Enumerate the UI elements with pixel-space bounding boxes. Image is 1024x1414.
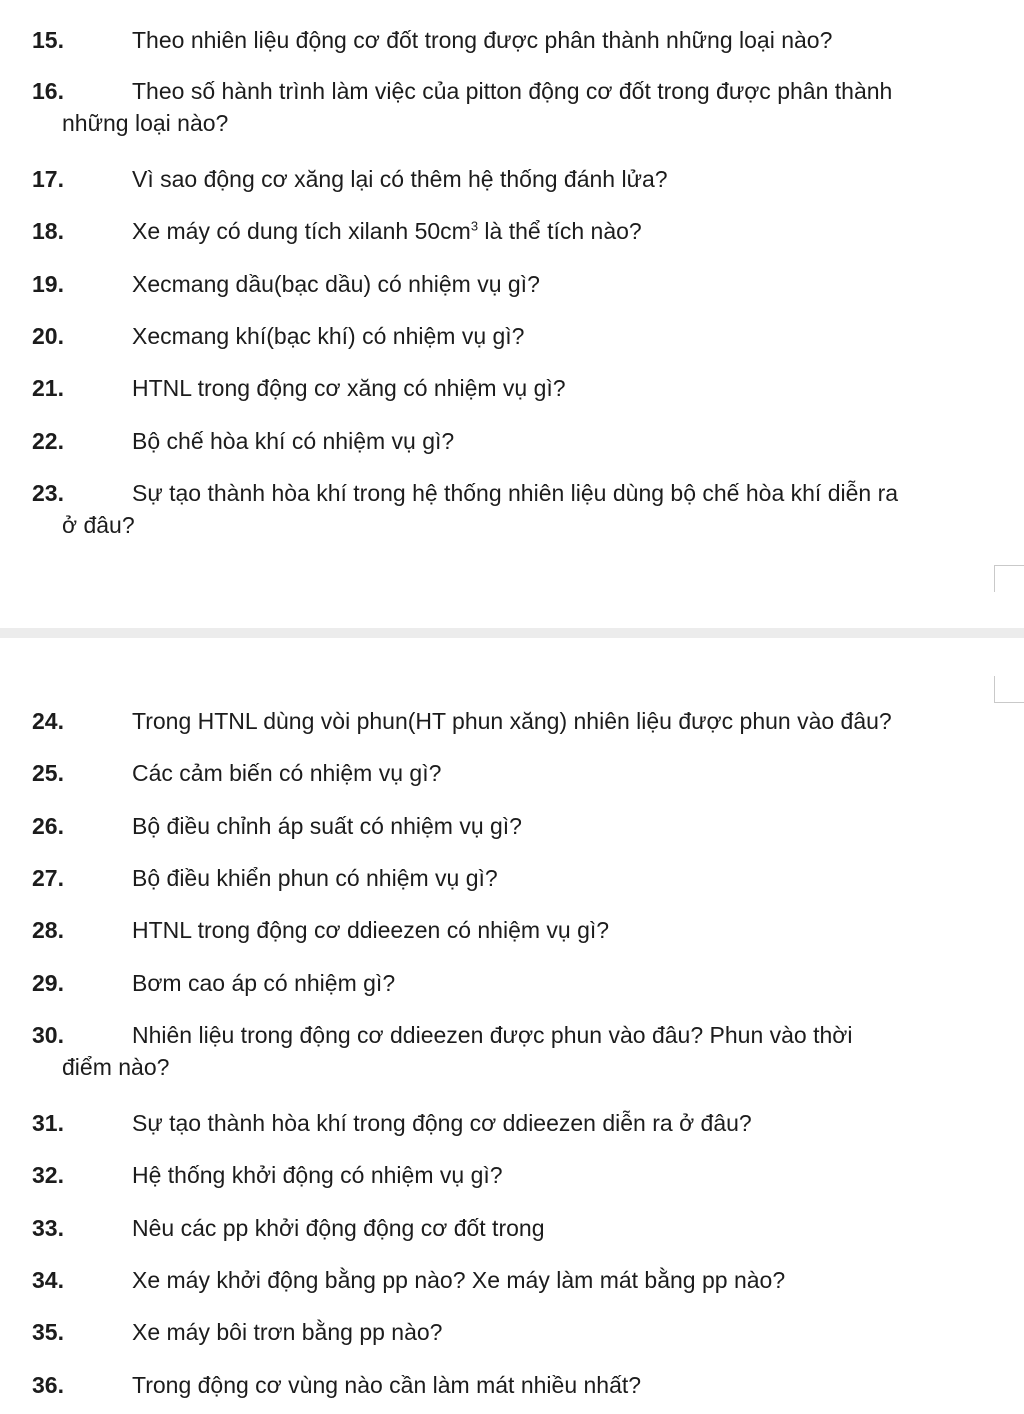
question-text: Bộ điều chỉnh áp suất có nhiệm vụ gì? [132,813,522,839]
question-text: Trong HTNL dùng vòi phun(HT phun xăng) nhiên liệu được phun vào đâu? [132,708,892,734]
question-number: 34. [32,1267,64,1293]
question-number: 23. [32,480,64,506]
volume-value: 50cm [414,218,471,244]
question-number: 18. [32,218,64,244]
question-30 [32,1019,1004,1083]
question-number: 19. [32,271,64,297]
question-text: Xecmang dầu(bạc dầu) có nhiệm vụ gì? [132,271,540,297]
question-34 [32,1264,1004,1296]
question-35 [32,1316,1004,1348]
question-19 [32,268,1004,300]
question-text: Bộ chế hòa khí có nhiệm vụ gì? [132,428,455,454]
question-text: Xecmang khí(bạc khí) có nhiệm vụ gì? [132,323,525,349]
question-22 [32,425,1004,457]
question-number: 15. [32,27,64,53]
question-number: 24. [32,708,64,734]
page-divider [0,628,1024,638]
question-continuation: ở đâu? [62,512,135,538]
question-number: 27. [32,865,64,891]
question-text: Vì sao động cơ xăng lại có thêm hệ thống đánh lửa? [132,166,668,192]
question-number: 21. [32,375,64,401]
question-text: Theo nhiên liệu động cơ đốt trong được phân thành những loại nào? [132,27,833,53]
question-25 [32,757,1004,789]
question-text: Sự tạo thành hòa khí trong động cơ ddieezen diễn ra ở đâu? [132,1110,752,1136]
question-27 [32,862,1004,894]
question-number: 29. [32,970,64,996]
question-36 [32,1369,1004,1401]
question-number: 31. [32,1110,64,1136]
question-text: Các cảm biến có nhiệm vụ gì? [132,760,442,786]
question-text: HTNL trong động cơ ddieezen có nhiệm vụ gì? [132,917,610,943]
question-29 [32,967,1004,999]
question-number: 33. [32,1215,64,1241]
question-31 [32,1107,1004,1139]
question-15 [32,24,1004,56]
question-32 [32,1159,1004,1191]
question-text: Sự tạo thành hòa khí trong hệ thống nhiên liệu dùng bộ chế hòa khí diễn ra [132,480,899,506]
question-continuation: điểm nào? [62,1054,170,1080]
question-number: 26. [32,813,64,839]
volume-exponent: 3 [470,218,479,234]
question-continuation: những loại nào? [62,110,229,136]
question-21 [32,372,1004,404]
question-24 [32,705,1004,737]
question-text: Bơm cao áp có nhiệm gì? [132,970,396,996]
question-number: 20. [32,323,64,349]
question-text: Nêu các pp khởi động động cơ đốt trong [132,1215,545,1241]
question-text: Hệ thống khởi động có nhiệm vụ gì? [132,1162,503,1188]
question-number: 36. [32,1372,64,1398]
question-text: Bộ điều khiển phun có nhiệm vụ gì? [132,865,498,891]
question-number: 32. [32,1162,64,1188]
question-text: Trong động cơ vùng nào cần làm mát nhiều nhất? [132,1372,642,1398]
question-28 [32,914,1004,946]
question-26 [32,810,1004,842]
page-corner-mark [994,676,1024,703]
question-text-after: là thể tích nào? [478,218,642,244]
question-33 [32,1212,1004,1244]
question-number: 16. [32,78,64,104]
question-text: Xe máy khởi động bằng pp nào? Xe máy làm mát bằng pp nào? [132,1267,786,1293]
question-text: Theo số hành trình làm việc của pitton động cơ đốt trong được phân thành [132,78,893,104]
question-16 [32,75,1004,139]
page-corner-mark [994,565,1024,592]
question-text: HTNL trong động cơ xăng có nhiệm vụ gì? [132,375,566,401]
question-18 [32,215,1004,247]
question-17 [32,163,1004,195]
question-text-before: Xe máy có dung tích xilanh [132,218,415,244]
question-number: 28. [32,917,64,943]
question-23 [32,477,1004,541]
question-number: 30. [32,1022,64,1048]
question-text: Nhiên liệu trong động cơ ddieezen được phun vào đâu? Phun vào thời [132,1022,853,1048]
question-text: Xe máy bôi trơn bằng pp nào? [132,1319,443,1345]
question-number: 17. [32,166,64,192]
question-number: 35. [32,1319,64,1345]
question-number: 25. [32,760,64,786]
question-20 [32,320,1004,352]
question-number: 22. [32,428,64,454]
